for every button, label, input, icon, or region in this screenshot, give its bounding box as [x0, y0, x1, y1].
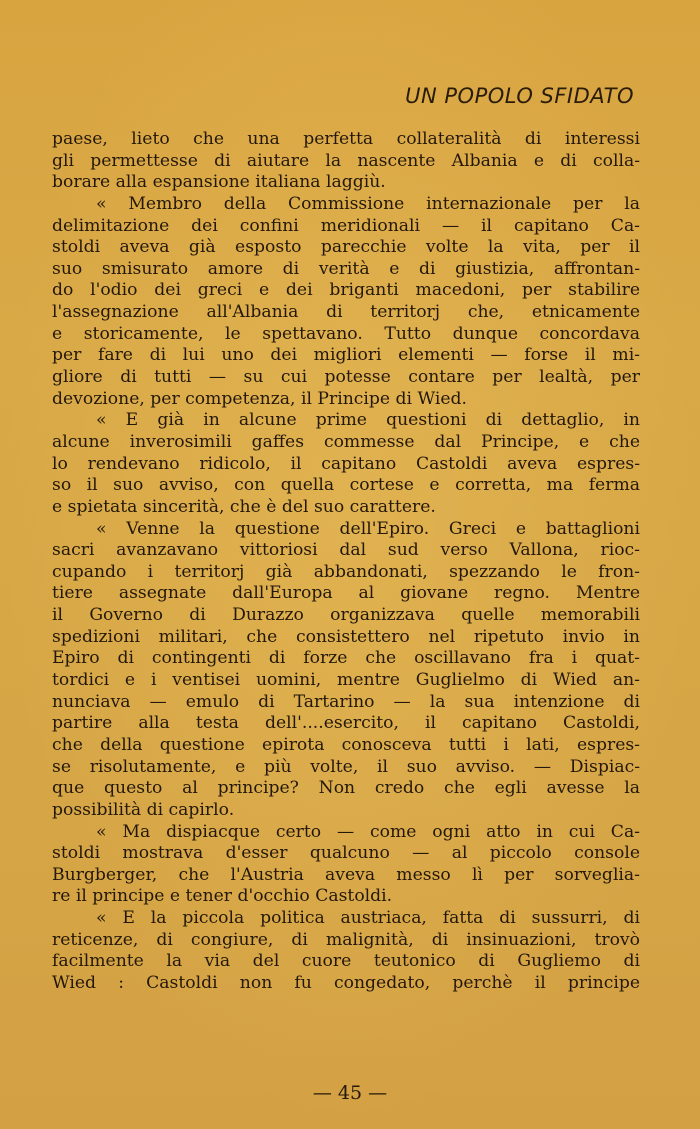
text-line: nunciava — emulo di Tartarino — la sua intenzione di — [52, 691, 640, 712]
page-number: — 45 — — [312, 1082, 388, 1104]
text-line: reticenze, di congiure, di malignità, di insinuazioni, trovò — [52, 929, 640, 950]
text-line: paese, lieto che una perfetta collateralità di interessi — [52, 129, 640, 149]
text-line: gli permettesse di aiutare la nascente Albania e di colla- — [52, 150, 640, 171]
text-line: re il principe e tener d'occhio Castoldi. — [52, 886, 393, 907]
text-line: so il suo avviso, con quella cortese e corretta, ma ferma — [52, 475, 640, 496]
text-line: « Ma dispiacque certo — come ogni atto in cui Ca- — [96, 821, 640, 842]
text-line: delimitazione dei confini meridionali — il capitano Ca- — [52, 215, 640, 236]
text-line: Epiro di contingenti di forze che oscillavano fra i quat- — [52, 648, 640, 669]
text-line: « E già in alcune prime questioni di dettaglio, in — [96, 410, 640, 431]
text-line: devozione, per competenza, il Principe di Wied. — [52, 388, 468, 409]
text-line: sacri avanzavano vittoriosi dal sud verso Vallona, rioc- — [52, 540, 640, 561]
text-line: que questo al principe? Non credo che egli avesse la — [52, 778, 640, 799]
text-line: che della questione epirota conosceva tutti i lati, espres- — [52, 734, 640, 755]
text-line: lo rendevano ridicolo, il capitano Castoldi aveva espres- — [52, 453, 640, 474]
text-line: cupando i territorj già abbandonati, spezzando le fron- — [52, 561, 640, 582]
text-line: facilmente la via del cuore teutonico di Gugliemo di — [52, 951, 640, 972]
text-line: stoldi mostrava d'esser qualcuno — al piccolo console — [52, 843, 640, 864]
text-line: e spietata sincerità, che è del suo carattere. — [52, 496, 436, 517]
text-line: stoldi aveva già esposto parecchie volte la vita, per il — [52, 237, 640, 258]
text-line: « Membro della Commissione internazionale per la — [96, 193, 640, 214]
text-line: alcune inverosimili gaffes commesse dal Principe, e che — [52, 431, 640, 452]
running-head: UN POPOLO SFIDATO — [405, 84, 634, 108]
text-line: il Governo di Durazzo organizzava quelle memorabili — [52, 605, 640, 626]
text-line: suo smisurato amore di verità e di giustizia, affrontan- — [52, 258, 640, 279]
text-line: borare alla espansione italiana laggiù. — [52, 172, 386, 193]
text-line: tiere assegnate dall'Europa al giovane regno. Mentre — [52, 583, 640, 604]
text-line: do l'odio dei greci e dei briganti macedoni, per stabilire — [52, 280, 640, 301]
text-line: Wied : Castoldi non fu congedato, perchè il principe — [52, 972, 640, 993]
text-line: Burgberger, che l'Austria aveva messo lì per sorveglia- — [52, 864, 640, 885]
text-line: « E la piccola politica austriaca, fatta di sussurri, di — [96, 908, 640, 929]
text-line: possibilità di capirlo. — [52, 799, 235, 820]
text-line: e storicamente, le spettavano. Tutto dunque concordava — [52, 323, 640, 344]
text-line: tordici e i ventisei uomini, mentre Guglielmo di Wied an- — [52, 670, 640, 691]
text-line: gliore di tutti — su cui potesse contare per lealtà, per — [52, 367, 640, 388]
text-line: l'assegnazione all'Albania di territorj che, etnicamente — [52, 302, 640, 323]
text-line: partire alla testa dell'....esercito, il capitano Castoldi, — [52, 713, 640, 734]
body-text — [52, 129, 640, 995]
text-line: « Venne la questione dell'Epiro. Greci e battaglioni — [96, 518, 640, 539]
text-line: se risolutamente, e più volte, il suo avviso. — Dispiac- — [52, 756, 640, 777]
text-line: per fare di lui uno dei migliori elementi — forse il mi- — [52, 345, 640, 366]
text-line: spedizioni militari, che consistettero nel ripetuto invio in — [52, 626, 640, 647]
